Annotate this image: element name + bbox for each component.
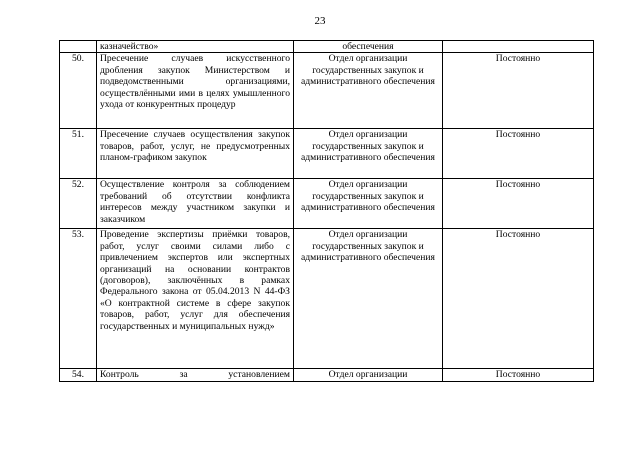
table-row (60, 53, 594, 129)
measure-description: Контроль за установлением (97, 369, 294, 382)
measure-description: казначейство» (97, 41, 294, 53)
row-number: 50. (60, 53, 97, 129)
measures-table (59, 40, 594, 382)
row-number: 54. (60, 369, 97, 382)
page-number: 23 (314, 15, 326, 27)
table-row (60, 229, 594, 369)
measure-description: Проведение экспертизы приёмки товаров, работ, услуг своими силами либо с привлечением экспертов или экспертных организаций на основании контрактов (договоров), заключённых в рамках Федерального закона от 05.04.2013 N 44-ФЗ «О контрактной системе в сфере закупок товаров, работ, услуг для обеспечения государственных и муниципальных нужд» (97, 229, 294, 369)
execution-period: Постоянно (443, 129, 594, 179)
measure-description: Пресечение случаев осуществления закупок товаров, работ, услуг, не предусмотренных планом-графиком закупок (97, 129, 294, 179)
row-number: 51. (60, 129, 97, 179)
responsible-department: Отдел организации государственных закупок и административного обеспечения (294, 179, 443, 229)
responsible-department: обеспечения (294, 41, 443, 53)
table-row (60, 41, 594, 53)
execution-period: Постоянно (443, 369, 594, 382)
table-row (60, 369, 594, 382)
row-number: 53. (60, 229, 97, 369)
responsible-department: Отдел организации государственных закупок и административного обеспечения (294, 129, 443, 179)
execution-period: Постоянно (443, 229, 594, 369)
measure-description: Осуществление контроля за соблюдением требований об отсутствии конфликта интересов между участником закупки и заказчиком (97, 179, 294, 229)
execution-period: Постоянно (443, 53, 594, 129)
table-row (60, 129, 594, 179)
row-number (60, 41, 97, 53)
responsible-department: Отдел организации (294, 369, 443, 382)
execution-period (443, 41, 594, 53)
responsible-department: Отдел организации государственных закупок и административного обеспечения (294, 229, 443, 369)
measure-description: Пресечение случаев искусственного дробления закупок Министерством и подведомственными организациями, осуществлёнными ими в целях умышленного ухода от конкурентных процедур (97, 53, 294, 129)
responsible-department: Отдел организации государственных закупок и административного обеспечения (294, 53, 443, 129)
execution-period: Постоянно (443, 179, 594, 229)
table-row (60, 179, 594, 229)
row-number: 52. (60, 179, 97, 229)
